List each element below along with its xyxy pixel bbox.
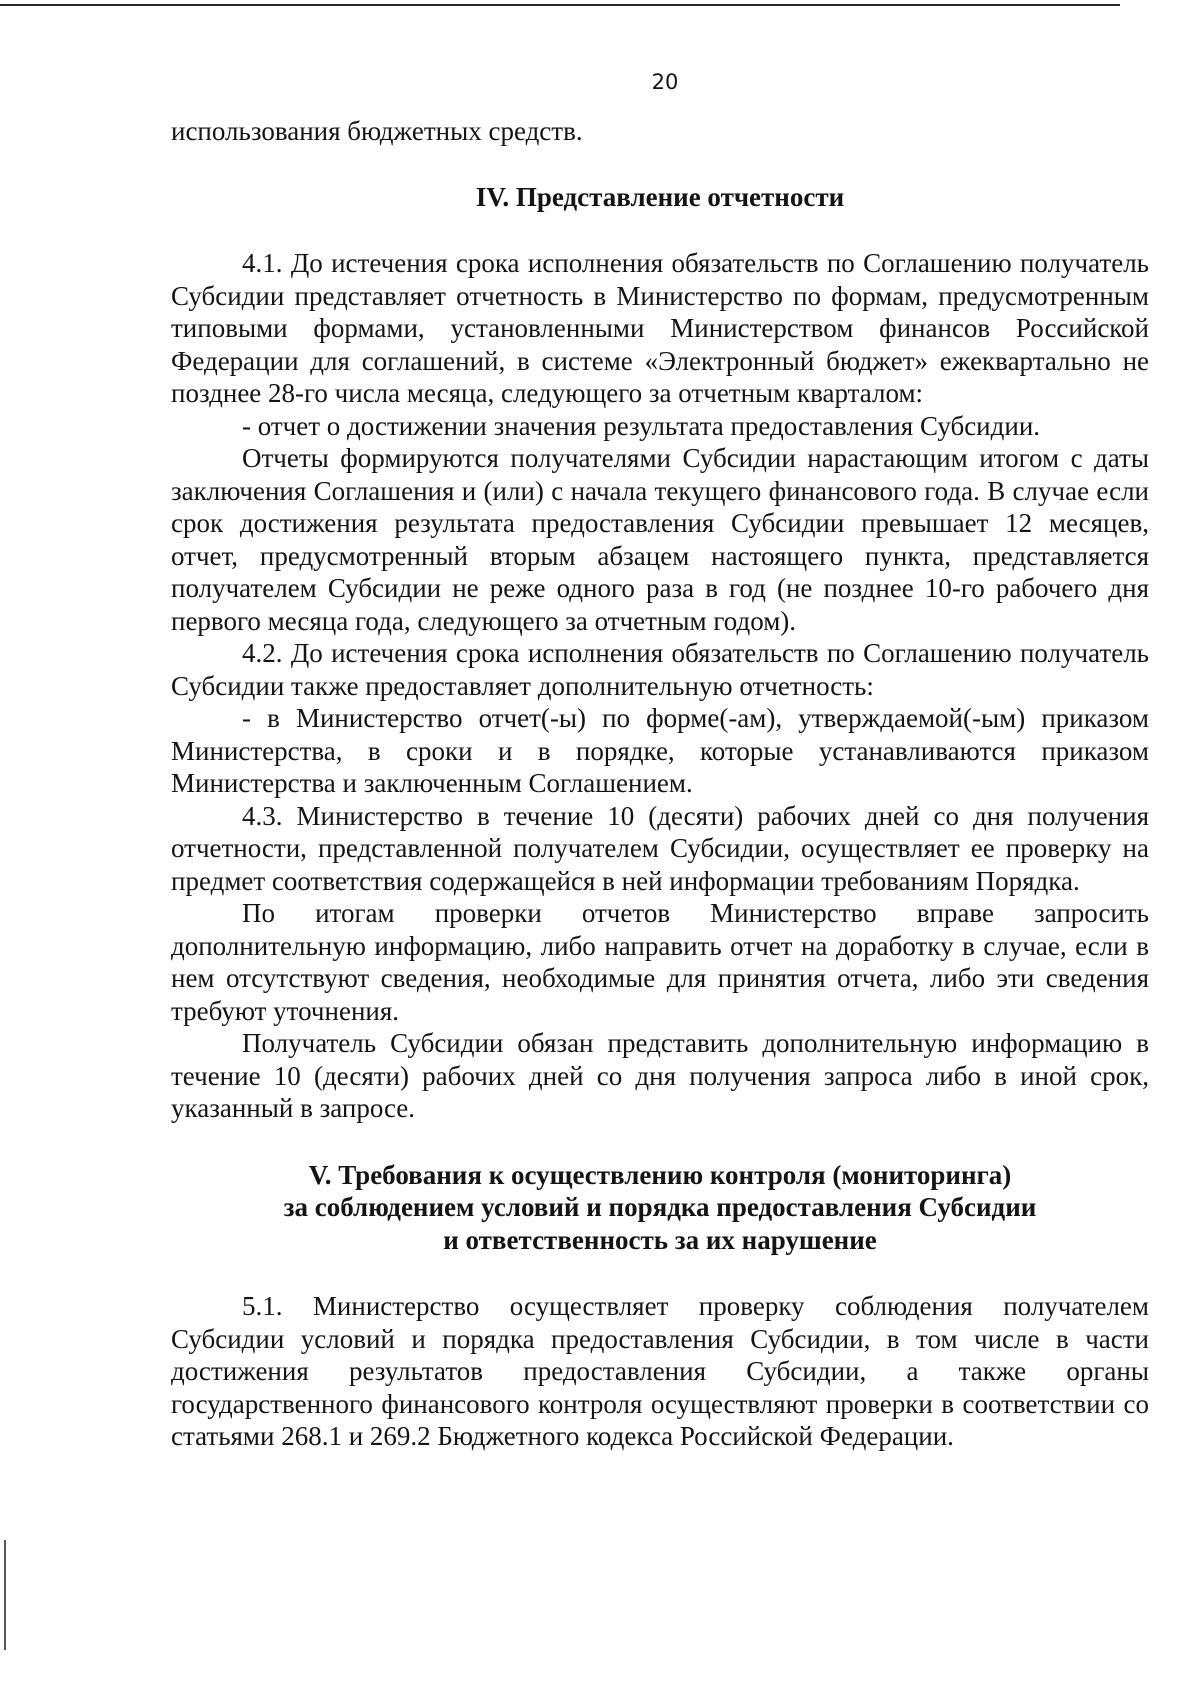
page-number: 20: [651, 70, 679, 94]
paragraph-4-3: 4.3. Министерство в течение 10 (десяти) рабочих дней со дня получения отчетности, представленной получателем Субсидии, осуществляет ее проверку на предмет соответствия содержащейся в ней информации требованиям Порядка.: [171, 800, 1149, 896]
section-5-heading-line: и ответственность за их нарушение: [443, 1224, 877, 1255]
lead-paragraph: использования бюджетных средств.: [171, 116, 583, 146]
section-4-heading: IV. Представление отчетности: [475, 181, 845, 212]
scan-edge-mark: [4, 1540, 6, 1650]
section-5-heading: [171, 1159, 1149, 1257]
paragraph-4-1-list-item: - отчет о достижении значения результата предоставления Субсидии.: [242, 410, 1041, 441]
paragraph-4-2-list-item: - в Министерство отчет(-ы) по форме(-ам), утверждаемой(-ым) приказом Министерства, в сроки и в порядке, которые устанавливаются приказом Министерства и заключенным Соглашением.: [171, 703, 1149, 798]
paragraph-4-1-reports: Отчеты формируются получателями Субсидии нарастающим итогом с даты заключения Соглашения и (или) с начала текущего финансового года. В случае если срок достижения результата предоставления Субсидии превышает 12 месяцев, отчет, предусмотренный вторым абзацем настоящего пункта, представляется получателем Субсидии не реже одного раза в год (не позднее 10-го рабочего дня первого месяца года, следующего за отчетным годом).: [171, 443, 1149, 636]
section-5-heading-line: за соблюдением условий и порядка предоставления Субсидии: [283, 1192, 1037, 1222]
paragraph-4-1: 4.1. До истечения срока исполнения обязательств по Соглашению получатель Субсидии представляет отчетность в Министерство по формам, предусмотренным типовыми формами, установленными Министерством финансов Российской Федерации для соглашений, в системе «Электронный бюджет» ежеквартально не позднее 28-го числа месяца, следующего за отчетным кварталом:: [171, 248, 1149, 408]
scan-border-line: [0, 4, 1120, 6]
paragraph-5-1: 5.1. Министерство осуществляет проверку соблюдения получателем Субсидии условий и порядка предоставления Субсидии, в том числе в части достижения результатов предоставления Субсидии, а также органы государственного финансового контроля осуществляют проверки в соответствии со статьями 268.1 и 269.2 Бюджетного кодекса Российской Федерации.: [171, 1291, 1149, 1451]
paragraph-4-3-obligation: Получатель Субсидии обязан представить дополнительную информацию в течение 10 (десяти) рабочих дней со дня получения запроса либо в иной срок, указанный в запросе.: [171, 1028, 1149, 1123]
section-5-heading-line: V. Требования к осуществлению контроля (мониторинга): [308, 1159, 1012, 1190]
document-body: [171, 115, 1149, 1453]
paragraph-4-3-results: По итогам проверки отчетов Министерство вправе запросить дополнительную информацию, либо направить отчет на доработку в случае, если в нем отсутствуют сведения, необходимые для принятия отчета, либо эти сведения требуют уточнения.: [171, 898, 1149, 1026]
paragraph-4-2: 4.2. До истечения срока исполнения обязательств по Соглашению получатель Субсидии также предоставляет дополнительную отчетность:: [171, 638, 1149, 701]
